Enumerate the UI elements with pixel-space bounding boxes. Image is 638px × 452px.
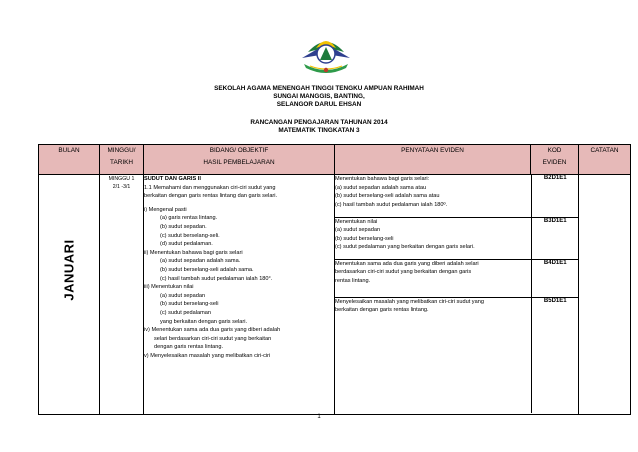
evidence-row (335, 259, 579, 297)
month-label: JANUARI (61, 239, 77, 301)
plan-title: RANCANGAN PENGAJARAN TAHUNAN 2014 (250, 119, 388, 126)
evidence-statement: Menentukan sama ada dua garis yang diberi adalah selari berdasarkan ciri-ciri sudut yang berkaitan dengan garis rentas lintang. (335, 259, 531, 297)
evidence-row (335, 217, 579, 259)
school-address-2: SELANGOR DARUL EHSAN (276, 101, 362, 108)
evidence-code: B4D1E1 (531, 259, 579, 297)
school-address-1: SUNGAI MANGGIS, BANTING, (273, 93, 365, 100)
objective-line: iii) Menentukan nilai (144, 284, 194, 291)
evidence-statement: Menentukan bahawa bagi garis selari: (a) sudut sepadan adalah sama atau (b) sudut berselang-seli adalah sama atau (c) hasil tambah sudut pedalaman ialah 180º. (335, 175, 531, 217)
evidence-table (335, 175, 579, 413)
evidence-cell (335, 175, 579, 415)
header-catatan: CATATAN (579, 145, 631, 175)
objective-cell (144, 175, 335, 415)
objective-line: i) Mengenal pasti (144, 206, 187, 213)
objective-line: (b) sudut berselang-seli (160, 301, 219, 308)
objective-line: (b) sudut sepadan. (160, 223, 207, 230)
objective-line: yang berkaitan dengan garis selari. (160, 318, 248, 325)
objective-line: (b) sudut berselang-seli adalah sama. (160, 266, 254, 273)
month-cell (39, 175, 100, 415)
objective-line: (c) sudut berselang-seli. (160, 232, 220, 239)
objective-line: dengan garis rentas lintang. (154, 344, 224, 351)
objective-line: berkaitan dengan garis rentas lintang dan garis selari. (144, 193, 278, 200)
objective-line: (c) hasil tambah sudut pedalaman ialah 180°. (160, 275, 273, 282)
objective-title: SUDUT DAN GARIS II (144, 176, 201, 182)
objective-line: v) Menyelesaikan masalah yang melibatkan ciri-ciri (144, 352, 271, 359)
evidence-row (335, 297, 579, 413)
objective-line: (a) sudut sepadan adalah sama. (160, 258, 241, 265)
week-date: 2/1 -3/1 (112, 184, 131, 190)
teaching-plan-table (38, 144, 631, 415)
subject-title: MATEMATIK TINGKATAN 3 (278, 127, 360, 134)
page-number: 1 (317, 414, 321, 420)
objective-line: selari berdasarkan ciri-ciri sudut yang berkaitan (154, 335, 272, 342)
evidence-statement: Menentukan nilai (a) sudut sepadan (b) sudut berselang-seli (c) sudut pedalaman yang berkaitan dengan garis selari. (335, 217, 531, 259)
evidence-code: B2D1E1 (531, 175, 579, 217)
evidence-code: B3D1E1 (531, 217, 579, 259)
header-bulan: BULAN (39, 145, 100, 175)
evidence-statement: Menyelesaikan masalah yang melibatkan ciri-ciri sudut yang berkaitan dengan garis rentas lintang. (335, 297, 531, 413)
week-cell (100, 175, 144, 415)
objective-line: (a) sudut sepadan (160, 292, 206, 299)
school-name: SEKOLAH AGAMA MENENGAH TINGGI TENGKU AMPUAN RAHIMAH (214, 85, 424, 92)
objective-line: (a) garis rentas lintang. (160, 215, 218, 222)
objective-line: ii) Menentukan bahawa bagi garis selari (144, 249, 243, 256)
objective-line: (d) sudut pedalaman. (160, 241, 213, 248)
table-header-row (39, 145, 631, 175)
objective-line: 1.1 Memahami dan menggunakan ciri-ciri sudut yang (144, 184, 276, 191)
school-crest-icon (296, 30, 356, 78)
header-minggu: MINGGU/ TARIKH (100, 145, 144, 175)
header-penyataan: PENYATAAN EVIDEN (335, 145, 531, 175)
header-bidang: BIDANG/ OBJEKTIF HASIL PEMBELAJARAN (144, 145, 335, 175)
objective-line: iv) Menentukan sama ada dua garis yang diberi adalah (144, 327, 281, 334)
evidence-code: B5D1E1 (543, 297, 567, 304)
objective-line: (c) sudut pedalaman (160, 309, 211, 316)
catatan-cell (579, 175, 631, 415)
week-label: MINGGU 1 (108, 176, 135, 182)
table-row (39, 175, 631, 415)
evidence-row (335, 175, 579, 217)
header-kod: KOD EVIDEN (531, 145, 579, 175)
